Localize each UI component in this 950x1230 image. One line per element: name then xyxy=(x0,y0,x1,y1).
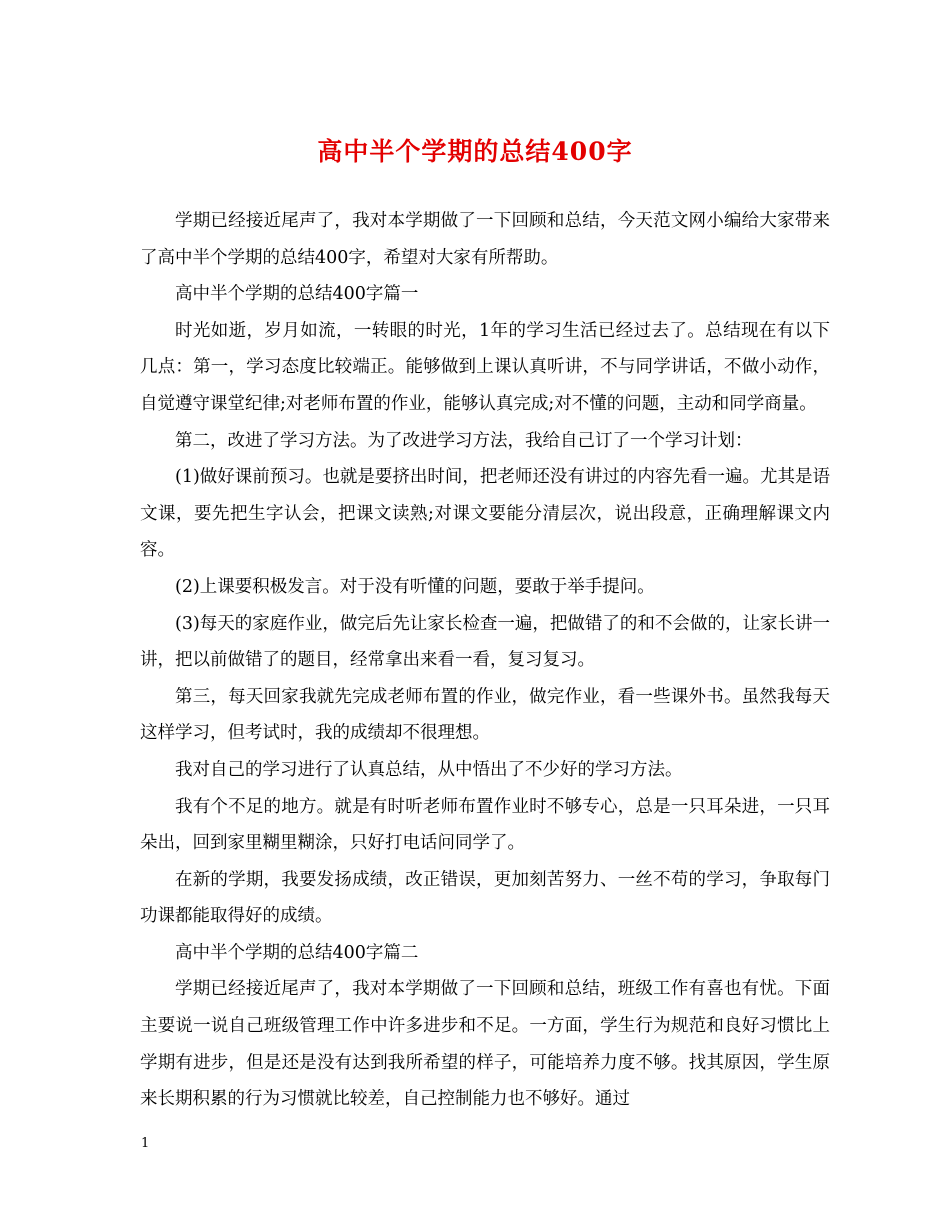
paragraph-intro: 学期已经接近尾声了，我对本学期做了一下回顾和总结，今天范文网小编给大家带来了高中半个学期的总结400字，希望对大家有所帮助。 xyxy=(140,211,830,268)
paragraph: 在新的学期，我要发扬成绩，改正错误，更加刻苦努力、一丝不苟的学习，争取每门功课都能取得好的成绩。 xyxy=(140,869,830,927)
paragraph: 我对自己的学习进行了认真总结，从中悟出了不少好的学习方法。 xyxy=(175,759,683,780)
paragraph: (3)每天的家庭作业，做完后先让家长检查一遍，把做错了的和不会做的，让家长讲一讲，把以前做错了的题目，经常拿出来看一看，复习复习。 xyxy=(140,613,830,671)
page-number: 1 xyxy=(141,1136,150,1151)
section-heading-part-two: 高中半个学期的总结400字篇二 xyxy=(175,942,419,963)
paragraph: 学期已经接近尾声了，我对本学期做了一下回顾和总结，班级工作有喜也有忧。下面主要说一说自己班级管理工作中许多进步和不足。一方面，学生行为规范和良好习惯比上学期有进步，但是还是没有达到我所希望的样子，可能培养力度不够。找其原因，学生原来长期积累的行为习惯就比较差，自己控制能力也不够好。通过 xyxy=(140,979,830,1110)
paragraph: (2)上课要积极发言。对于没有听懂的问题，要敢于举手提问。 xyxy=(175,576,655,597)
paragraph: (1)做好课前预习。也就是要挤出时间，把老师还没有讲过的内容先看一遍。尤其是语文课，要先把生字认会，把课文读熟;对课文要能分清层次，说出段意，正确理解课文内容。 xyxy=(140,467,830,561)
paragraph: 我有个不足的地方。就是有时听老师布置作业时不够专心，总是一只耳朵进，一只耳朵出，回到家里糊里糊涂，只好打电话问同学了。 xyxy=(140,796,830,854)
paragraph: 第三，每天回家我就先完成老师布置的作业，做完作业，看一些课外书。虽然我每天这样学习，但考试时，我的成绩却不很理想。 xyxy=(140,686,830,744)
document-title: 高中半个学期的总结400字 xyxy=(317,137,633,166)
paragraph: 时光如逝，岁月如流，一转眼的时光，1年的学习生活已经过去了。总结现在有以下几点：第一，学习态度比较端正。能够做到上课认真听讲，不与同学讲话，不做小动作，自觉遵守课堂纪律;对老师布置的作业，能够认真完成;对不懂的问题，主动和同学商量。 xyxy=(140,320,830,414)
document-body xyxy=(140,203,830,1118)
section-heading-part-one: 高中半个学期的总结400字篇一 xyxy=(175,284,419,305)
paragraph: 第二，改进了学习方法。为了改进学习方法，我给自己订了一个学习计划： xyxy=(175,430,753,451)
